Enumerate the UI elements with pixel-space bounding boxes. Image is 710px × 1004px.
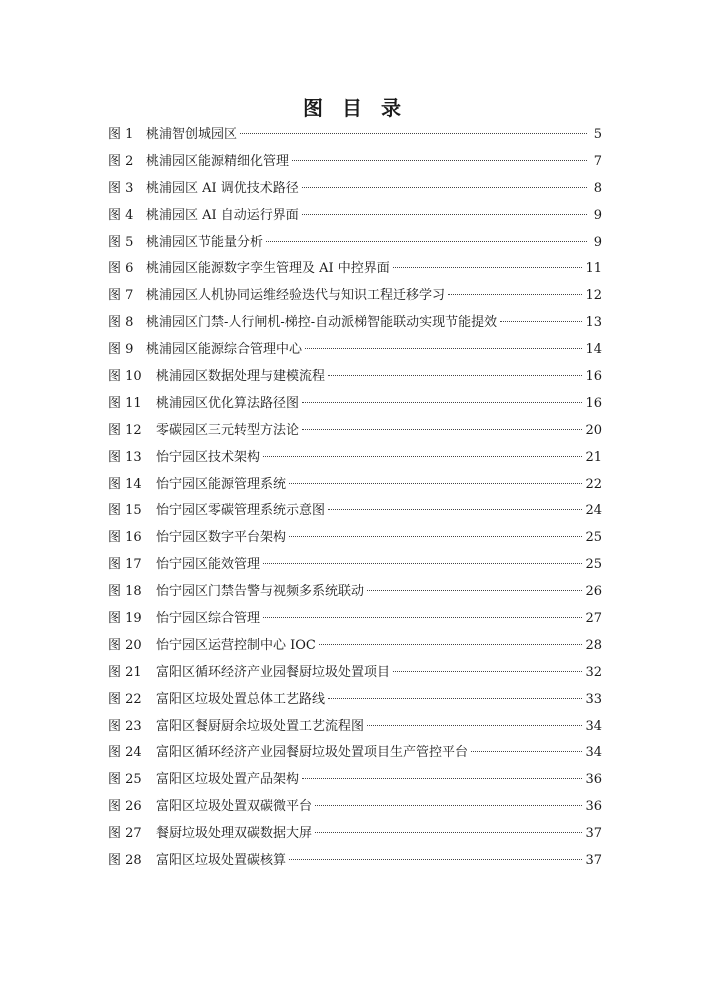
dot-leader: [302, 187, 587, 188]
dot-leader: [289, 536, 582, 537]
page-number: 26: [585, 584, 602, 600]
toc-entry[interactable]: [108, 821, 602, 848]
figure-title: 富阳区垃圾处置总体工艺路线: [156, 691, 326, 707]
dot-leader: [328, 375, 582, 376]
toc-entry[interactable]: [108, 848, 602, 875]
toc-entry[interactable]: [108, 660, 602, 687]
figure-title: 富阳区垃圾处置双碳微平台: [156, 799, 313, 815]
dot-leader: [263, 456, 582, 457]
figure-title: 桃浦园区能源精细化管理: [146, 153, 290, 169]
toc-entry[interactable]: [108, 230, 602, 257]
figure-number: 图 28: [108, 853, 142, 869]
figure-number: 图 27: [108, 826, 142, 842]
page-number: 25: [585, 557, 602, 573]
toc-entry[interactable]: [108, 391, 602, 418]
page-number: 37: [585, 826, 602, 842]
figure-number: 图 21: [108, 664, 142, 680]
figure-title: 桃浦智创城园区: [146, 127, 238, 142]
toc-entry[interactable]: [108, 740, 602, 767]
figure-title: 零碳园区三元转型方法论: [156, 422, 300, 438]
dot-leader: [263, 563, 582, 564]
page-number: 8: [593, 180, 602, 196]
page-number: 36: [585, 772, 602, 788]
figure-title: 餐厨垃圾处理双碳数据大屏: [156, 826, 313, 842]
page-number: 34: [585, 745, 602, 761]
figure-number: 图 1: [108, 127, 134, 142]
toc-entry[interactable]: [108, 176, 602, 203]
figure-number: 图 7: [108, 288, 134, 304]
dot-leader: [305, 348, 582, 349]
figure-number: 图 3: [108, 180, 134, 196]
dot-leader: [289, 859, 582, 860]
page-number: 34: [585, 718, 602, 734]
figure-number: 图 2: [108, 153, 134, 169]
toc-entry[interactable]: [108, 337, 602, 364]
page-number: 27: [585, 611, 602, 627]
figure-title: 怡宁园区能效管理: [156, 557, 261, 573]
toc-entry[interactable]: [108, 606, 602, 633]
figure-title: 桃浦园区优化算法路径图: [156, 395, 300, 411]
toc-entry[interactable]: [108, 525, 602, 552]
toc-entry[interactable]: [108, 445, 602, 472]
page-number: 21: [585, 449, 602, 465]
page-number: 37: [585, 853, 602, 869]
figure-title: 富阳区循环经济产业园餐厨垃圾处置项目生产管控平台: [156, 745, 469, 761]
page-number: 33: [585, 691, 602, 707]
page-number: 9: [593, 234, 602, 250]
toc-entry[interactable]: [108, 498, 602, 525]
figure-number: 图 22: [108, 691, 142, 707]
page-title: 图 目 录: [303, 96, 407, 120]
figure-title: 怡宁园区数字平台架构: [156, 530, 287, 546]
dot-leader: [292, 160, 587, 161]
figure-number: 图 8: [108, 315, 134, 331]
page-number: 14: [585, 342, 602, 358]
figure-list: [108, 122, 602, 875]
toc-entry[interactable]: [108, 256, 602, 283]
toc-entry[interactable]: [108, 579, 602, 606]
page-number: 9: [593, 207, 602, 223]
dot-leader: [367, 725, 582, 726]
figure-title: 桃浦园区 AI 调优技术路径: [146, 180, 299, 196]
figure-title: 怡宁园区门禁告警与视频多系统联动: [156, 584, 365, 600]
dot-leader: [302, 429, 582, 430]
toc-entry[interactable]: [108, 687, 602, 714]
figure-number: 图 17: [108, 557, 142, 573]
figure-title: 桃浦园区节能量分析: [146, 234, 264, 250]
figure-number: 图 11: [108, 395, 142, 411]
figure-number: 图 5: [108, 234, 134, 250]
figure-number: 图 12: [108, 422, 142, 438]
dot-leader: [328, 698, 582, 699]
figure-title: 桃浦园区数据处理与建模流程: [156, 369, 326, 385]
dot-leader: [302, 214, 587, 215]
figure-number: 图 18: [108, 584, 142, 600]
page-number: 7: [593, 153, 602, 169]
dot-leader: [367, 590, 582, 591]
dot-leader: [448, 294, 582, 295]
dot-leader: [266, 241, 587, 242]
dot-leader: [393, 671, 582, 672]
figure-number: 图 20: [108, 637, 142, 653]
dot-leader: [315, 832, 582, 833]
figure-number: 图 9: [108, 342, 134, 358]
figure-number: 图 13: [108, 449, 142, 465]
figure-number: 图 25: [108, 772, 142, 788]
toc-entry[interactable]: [108, 472, 602, 499]
figure-title: 怡宁园区综合管理: [156, 611, 261, 627]
page-number: 16: [585, 369, 602, 385]
figure-number: 图 6: [108, 261, 134, 277]
dot-leader: [319, 644, 583, 645]
page-number: 13: [585, 315, 602, 331]
figure-title: 怡宁园区技术架构: [156, 449, 261, 465]
toc-entry[interactable]: [108, 794, 602, 821]
toc-entry[interactable]: [108, 310, 602, 337]
toc-entry[interactable]: [108, 418, 602, 445]
figure-number: 图 14: [108, 476, 142, 492]
page-number: 22: [585, 476, 602, 492]
figure-title: 桃浦园区门禁-人行闸机-梯控-自动派梯智能联动实现节能提效: [146, 315, 498, 331]
toc-entry[interactable]: [108, 633, 602, 660]
figure-number: 图 10: [108, 369, 142, 385]
figure-number: 图 19: [108, 611, 142, 627]
page-number: 25: [585, 530, 602, 546]
figure-number: 图 16: [108, 530, 142, 546]
page-number: 28: [585, 637, 602, 653]
page-number: 32: [585, 664, 602, 680]
dot-leader: [315, 805, 582, 806]
figure-title: 桃浦园区能源数字孪生管理及 AI 中控界面: [146, 261, 390, 277]
figure-number: 图 15: [108, 503, 142, 519]
dot-leader: [302, 402, 582, 403]
figure-title: 富阳区餐厨厨余垃圾处置工艺流程图: [156, 718, 365, 734]
toc-entry[interactable]: [108, 552, 602, 579]
dot-leader: [393, 267, 583, 268]
page-number: 12: [585, 288, 602, 304]
dot-leader: [240, 133, 587, 134]
figure-title: 桃浦园区能源综合管理中心: [146, 342, 303, 358]
toc-entry[interactable]: [108, 364, 602, 391]
toc-entry[interactable]: [108, 203, 602, 230]
toc-entry[interactable]: [108, 767, 602, 794]
page-number: 36: [585, 799, 602, 815]
figure-number: 图 26: [108, 799, 142, 815]
toc-entry[interactable]: [108, 714, 602, 741]
dot-leader: [500, 321, 582, 322]
dot-leader: [328, 509, 582, 510]
page-number: 11: [585, 261, 602, 277]
figure-title: 怡宁园区能源管理系统: [156, 476, 287, 492]
toc-entry[interactable]: [108, 149, 602, 176]
figure-number: 图 23: [108, 718, 142, 734]
page-number: 5: [593, 127, 602, 142]
dot-leader: [263, 617, 582, 618]
page-number: 20: [585, 422, 602, 438]
page-number: 16: [585, 395, 602, 411]
figure-title: 怡宁园区零碳管理系统示意图: [156, 503, 326, 519]
figure-title: 富阳区垃圾处置产品架构: [156, 772, 300, 788]
toc-entry[interactable]: [108, 283, 602, 310]
dot-leader: [302, 778, 582, 779]
toc-entry[interactable]: [108, 122, 602, 149]
figure-title: 富阳区垃圾处置碳核算: [156, 853, 287, 869]
page-number: 24: [585, 503, 602, 519]
dot-leader: [289, 483, 582, 484]
figure-title: 桃浦园区 AI 自动运行界面: [146, 207, 299, 223]
figure-title: 怡宁园区运营控制中心 IOC: [156, 637, 316, 653]
figure-number: 图 4: [108, 207, 134, 223]
figure-title: 富阳区循环经济产业园餐厨垃圾处置项目: [156, 664, 391, 680]
dot-leader: [471, 751, 582, 752]
figure-title: 桃浦园区人机协同运维经验迭代与知识工程迁移学习: [146, 288, 446, 304]
figure-number: 图 24: [108, 745, 142, 761]
